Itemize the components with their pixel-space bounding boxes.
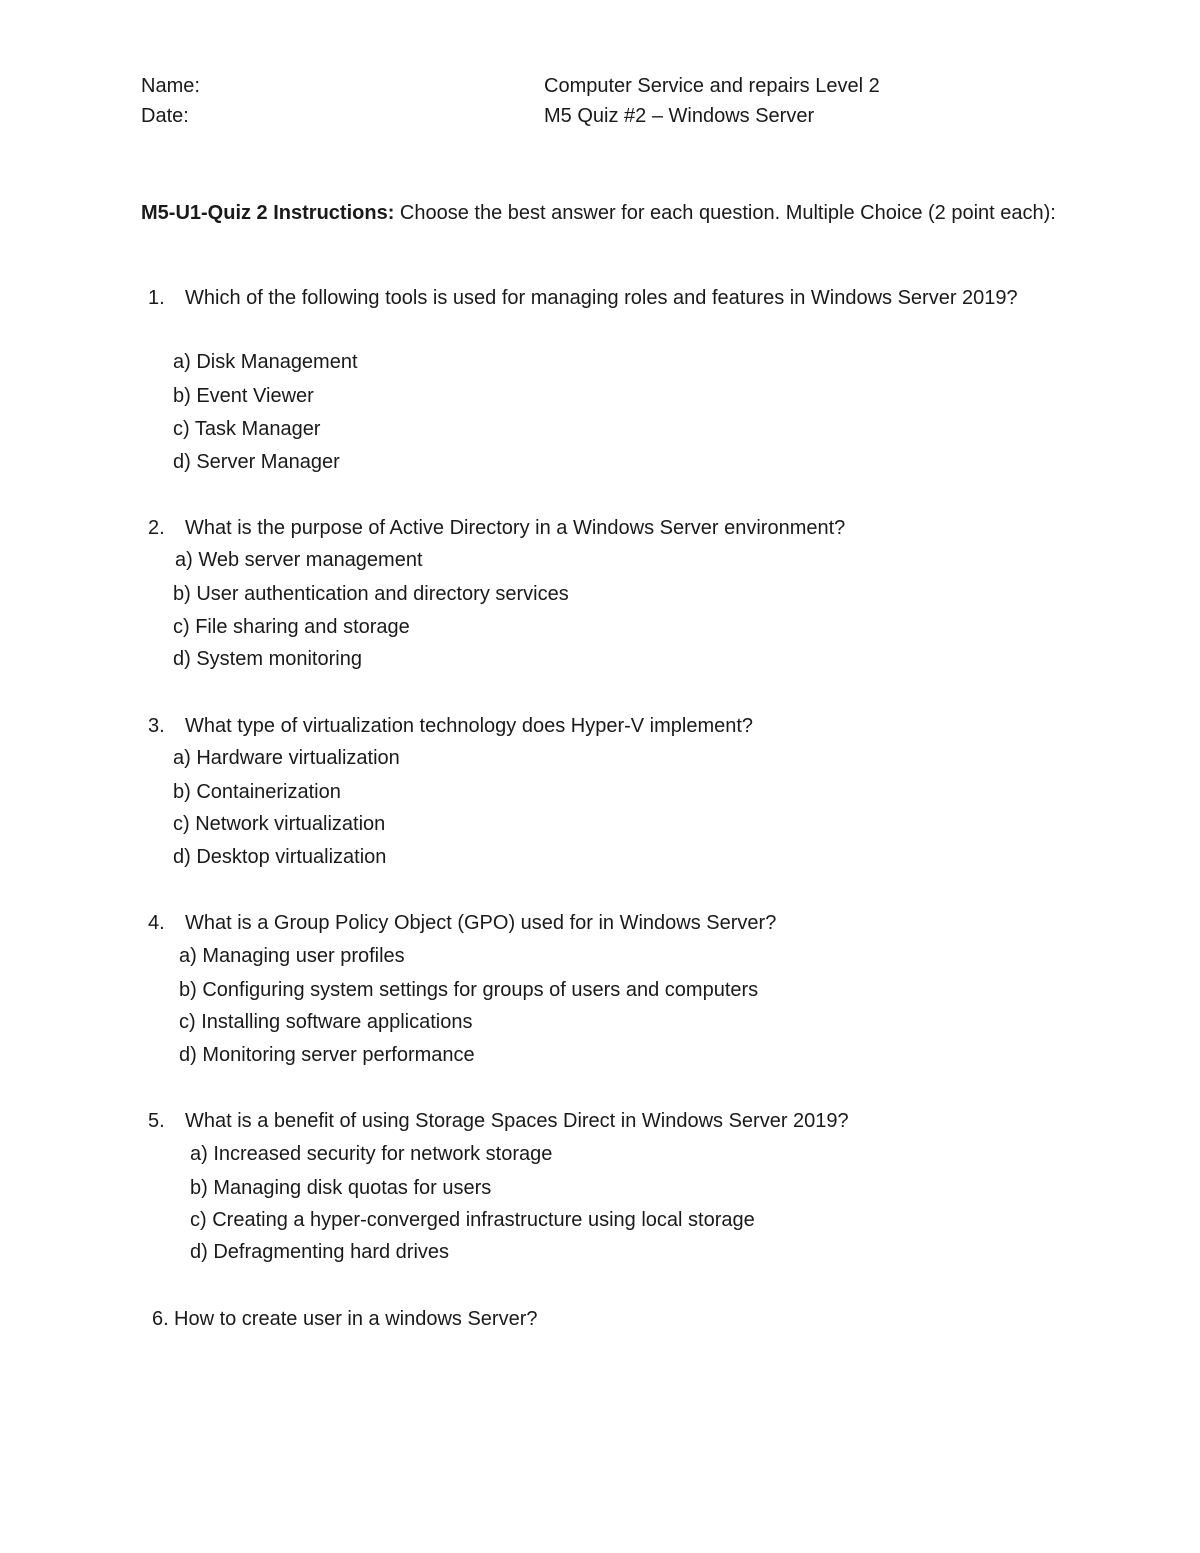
question-1-option-b: b) Event Viewer <box>173 385 314 407</box>
question-2-number: 2. <box>148 517 165 539</box>
question-5-option-b: b) Managing disk quotas for users <box>190 1177 492 1199</box>
question-6-text: How to create user in a windows Server? <box>174 1308 538 1330</box>
question-5-option-d: d) Defragmenting hard drives <box>190 1241 450 1263</box>
question-5-option-c: c) Creating a hyper-converged infrastructure using local storage <box>190 1209 755 1231</box>
question-1-text: Which of the following tools is used for managing roles and features in Windows Server 2019? <box>185 287 1018 309</box>
question-5-option-a: a) Increased security for network storage <box>190 1143 553 1165</box>
question-3-option-a: a) Hardware virtualization <box>173 747 400 769</box>
question-4-text: What is a Group Policy Object (GPO) used for in Windows Server? <box>185 912 777 934</box>
question-3-text: What type of virtualization technology does Hyper-V implement? <box>185 715 754 737</box>
question-2-option-d: d) System monitoring <box>173 648 362 670</box>
question-3-number: 3. <box>148 715 165 737</box>
question-1-option-a: a) Disk Management <box>173 351 358 373</box>
question-6-number: 6. <box>152 1308 169 1330</box>
question-4-option-b: b) Configuring system settings for groups of users and computers <box>179 979 759 1001</box>
question-1-option-c: c) Task Manager <box>173 418 321 440</box>
quiz-title: M5 Quiz #2 – Windows Server <box>544 105 815 127</box>
question-1-option-d: d) Server Manager <box>173 451 340 473</box>
course-title: Computer Service and repairs Level 2 <box>544 75 880 97</box>
question-2-option-a: a) Web server management <box>175 549 423 571</box>
question-4-option-c: c) Installing software applications <box>179 1011 473 1033</box>
question-2-option-b: b) User authentication and directory services <box>173 583 569 605</box>
instructions-label: M5-U1-Quiz 2 Instructions: <box>141 202 395 224</box>
question-1-number: 1. <box>148 287 165 309</box>
question-3-option-c: c) Network virtualization <box>173 813 386 835</box>
question-3-option-d: d) Desktop virtualization <box>173 846 387 868</box>
question-4-option-d: d) Monitoring server performance <box>179 1044 475 1066</box>
instructions-text: Choose the best answer for each question. Multiple Choice (2 point each): <box>394 202 1056 224</box>
question-3-option-b: b) Containerization <box>173 781 341 803</box>
question-2-option-c: c) File sharing and storage <box>173 616 410 638</box>
question-2-text: What is the purpose of Active Directory in a Windows Server environment? <box>185 517 846 539</box>
question-5-text: What is a benefit of using Storage Spaces Direct in Windows Server 2019? <box>185 1110 849 1132</box>
question-4-option-a: a) Managing user profiles <box>179 945 405 967</box>
question-4-number: 4. <box>148 912 165 934</box>
instructions <box>141 199 1071 227</box>
date-label: Date: <box>141 105 189 127</box>
question-5-number: 5. <box>148 1110 165 1132</box>
name-label: Name: <box>141 75 200 97</box>
